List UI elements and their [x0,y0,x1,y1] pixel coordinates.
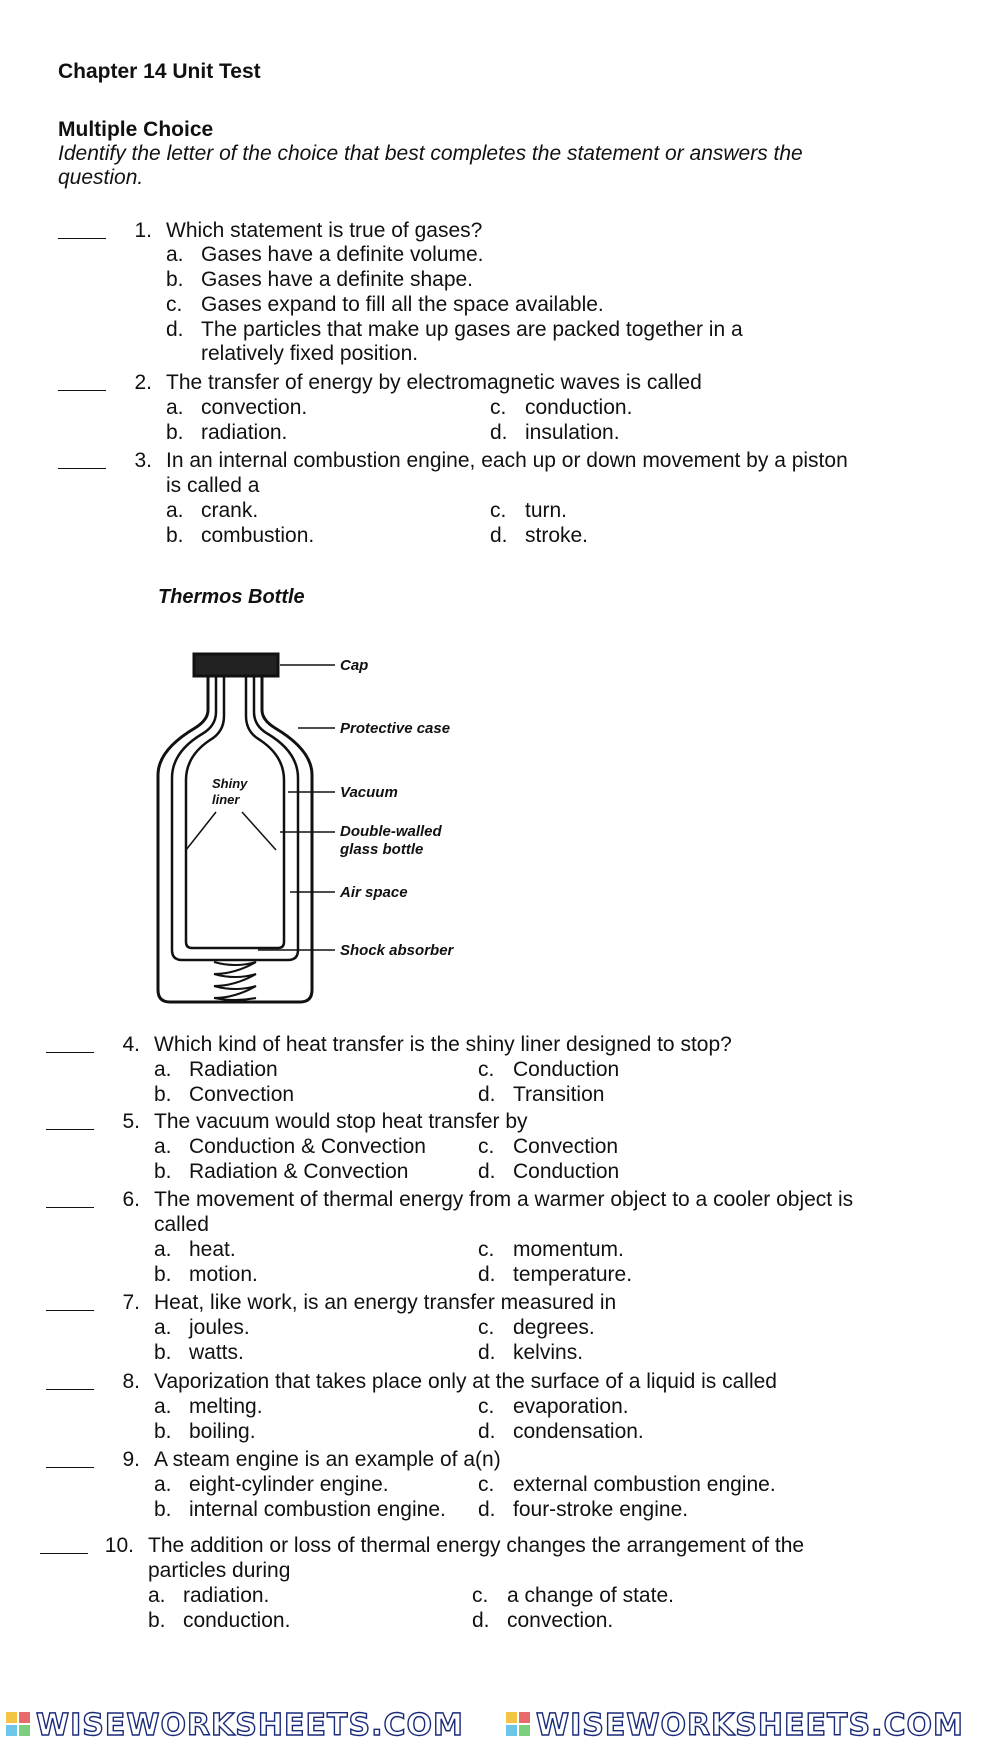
question-number: 3. [134,449,152,472]
question-1 [0,218,1000,368]
answer-blank[interactable] [58,448,106,469]
option-c: c. Conduction [478,1058,620,1081]
question-number: 6. [122,1188,140,1211]
question-stem: Which kind of heat transfer is the shiny liner designed to stop? [154,1033,732,1056]
option-b: b. boiling. [154,1420,256,1443]
option-c: c. Gases expand to fill all the space available. [166,293,604,316]
option-c: c. a change of state. [472,1584,674,1607]
option-d-cont: relatively fixed position. [201,342,419,365]
diagram-title: Thermos Bottle [158,586,305,608]
option-c: c. conduction. [490,396,633,419]
answer-blank[interactable] [58,370,106,391]
label-vacuum: Vacuum [340,784,398,801]
thermos-diagram [150,640,510,1055]
question-stem: Which statement is true of gases? [166,219,483,242]
question-6 [0,1187,1000,1287]
question-number: 10. [104,1534,134,1557]
option-c: c. turn. [490,499,568,522]
bottle-outer-wall [172,676,298,960]
thermos-bottle-illustration [150,640,510,1010]
question-5 [0,1109,1000,1184]
question-stem: The vacuum would stop heat transfer by [154,1110,528,1133]
question-stem: In an internal combustion engine, each up or down movement by a piston [166,449,848,472]
brand-text-right: WISEWORKSHEETS.COM [536,1708,964,1743]
option-a: a. melting. [154,1395,263,1418]
bottle-inner-wall [186,676,284,948]
answer-blank[interactable] [46,1447,94,1468]
label-air-space: Air space [340,884,408,901]
wiseworksheets-logo-icon [6,1712,30,1736]
question-7 [0,1290,1000,1365]
option-c: c. Convection [478,1135,619,1158]
question-stem: The transfer of energy by electromagnetic waves is called [166,371,702,394]
option-b: b. radiation. [166,421,288,444]
option-a: a. heat. [154,1238,236,1261]
question-2 [0,370,1000,445]
cap-shape [194,654,278,676]
instructions: Identify the letter of the choice that best completes the statement or answers the question. [58,142,803,189]
answer-blank[interactable] [46,1369,94,1390]
answer-blank[interactable] [46,1290,94,1311]
option-d: d. kelvins. [478,1341,584,1364]
question-4 [0,1032,1000,1107]
option-b: b. Convection [154,1083,295,1106]
answer-blank[interactable] [46,1109,94,1130]
option-c: c. evaporation. [478,1395,629,1418]
option-d: d. convection. [472,1609,614,1632]
option-d: d. Transition [478,1083,605,1106]
question-3 [0,448,1000,548]
label-protective-case: Protective case [340,720,451,737]
option-d: d. four-stroke engine. [478,1498,689,1521]
wiseworksheets-logo-icon [506,1712,530,1736]
label-shock-absorber: Shock absorber [340,942,454,959]
option-d: d. temperature. [478,1263,633,1286]
label-double-walled: Double-walled [340,823,442,840]
option-a: a. Radiation [154,1058,278,1081]
option-b: b. watts. [154,1341,244,1364]
question-stem-cont: called [154,1213,209,1236]
question-stem: Heat, like work, is an energy transfer measured in [154,1291,617,1314]
question-stem: The addition or loss of thermal energy changes the arrangement of the [148,1534,805,1557]
brand-text-left: WISEWORKSHEETS.COM [36,1708,464,1743]
option-d: d. condensation. [478,1420,644,1443]
answer-blank[interactable] [58,218,106,239]
option-a: a. Conduction & Convection [154,1135,426,1158]
question-10 [0,1533,1000,1633]
option-a: a. radiation. [148,1584,270,1607]
question-number: 9. [122,1448,140,1471]
answer-blank[interactable] [46,1032,94,1053]
answer-blank[interactable] [40,1533,88,1554]
option-a: a. convection. [166,396,308,419]
footer-watermark [0,1706,1000,1742]
question-number: 1. [134,219,152,242]
option-a: a. eight-cylinder engine. [154,1473,389,1496]
question-stem-cont: is called a [166,474,260,497]
question-8 [0,1369,1000,1444]
label-liner: liner [212,792,240,807]
option-d: d. insulation. [490,421,620,444]
option-a: a. Gases have a definite volume. [166,243,484,266]
option-b: b. motion. [154,1263,258,1286]
page-title: Chapter 14 Unit Test [58,60,261,83]
question-stem: A steam engine is an example of a(n) [154,1448,501,1471]
protective-case-shape [158,676,312,1002]
option-b: b. Radiation & Convection [154,1160,409,1183]
option-d: d. The particles that make up gases are packed together in a [166,318,743,341]
question-number: 5. [122,1110,140,1133]
label-shiny: Shiny [212,776,248,791]
question-9 [0,1447,1000,1522]
question-stem-cont: particles during [148,1559,291,1582]
option-a: a. crank. [166,499,259,522]
option-c: c. degrees. [478,1316,595,1339]
section-title: Multiple Choice [58,118,214,141]
option-b: b. combustion. [166,524,315,547]
answer-blank[interactable] [46,1187,94,1208]
label-cap: Cap [340,657,369,674]
question-number: 7. [122,1291,140,1314]
option-c: c. momentum. [478,1238,624,1261]
question-number: 4. [122,1033,140,1056]
question-stem: The movement of thermal energy from a warmer object to a cooler object is [154,1188,854,1211]
option-d: d. Conduction [478,1160,620,1183]
spring-shape [214,962,256,1000]
option-d: d. stroke. [490,524,589,547]
question-stem: Vaporization that takes place only at the surface of a liquid is called [154,1370,777,1393]
question-number: 8. [122,1370,140,1393]
option-a: a. joules. [154,1316,250,1339]
option-b: b. Gases have a definite shape. [166,268,474,291]
option-c: c. external combustion engine. [478,1473,776,1496]
option-b: b. internal combustion engine. [154,1498,446,1521]
label-glass-bottle: glass bottle [340,841,424,858]
option-b: b. conduction. [148,1609,291,1632]
question-number: 2. [134,371,152,394]
